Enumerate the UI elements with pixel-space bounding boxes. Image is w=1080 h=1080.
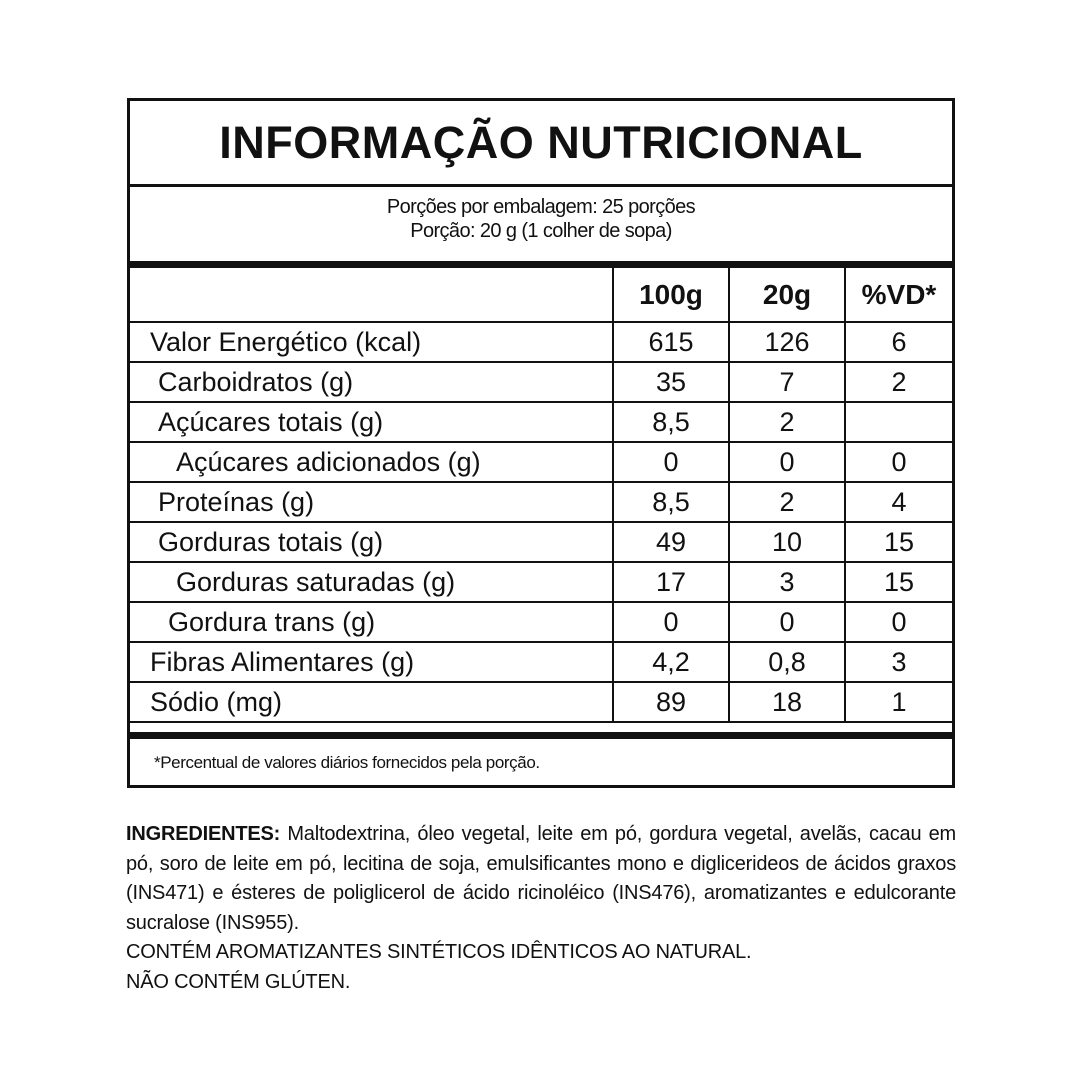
nutrient-name: Valor Energético (kcal)	[130, 322, 613, 362]
value-100g: 8,5	[613, 402, 729, 442]
nutrient-name: Sódio (mg)	[130, 682, 613, 722]
nutrient-name: Fibras Alimentares (g)	[130, 642, 613, 682]
value-20g: 126	[729, 322, 845, 362]
thick-divider-bottom	[130, 732, 952, 739]
value-20g: 0	[729, 442, 845, 482]
nutrient-name: Açúcares totais (g)	[130, 402, 613, 442]
value-vd: 15	[845, 562, 952, 602]
value-vd: 15	[845, 522, 952, 562]
table-row	[130, 362, 952, 402]
value-vd	[845, 402, 952, 442]
value-100g: 615	[613, 322, 729, 362]
value-20g: 0,8	[729, 642, 845, 682]
nutrient-name: Açúcares adicionados (g)	[130, 442, 613, 482]
value-100g: 35	[613, 362, 729, 402]
table-row	[130, 482, 952, 522]
table-row	[130, 602, 952, 642]
table-row	[130, 522, 952, 562]
value-20g: 10	[729, 522, 845, 562]
value-vd: 0	[845, 442, 952, 482]
label-title: INFORMAÇÃO NUTRICIONAL	[219, 116, 863, 168]
nutrition-facts-label	[127, 98, 955, 788]
serving-info	[130, 187, 952, 261]
ingredients-label: INGREDIENTES:	[126, 823, 281, 845]
value-vd: 4	[845, 482, 952, 522]
value-vd: 1	[845, 682, 952, 722]
nutrition-table	[130, 268, 952, 723]
ingredients-block	[126, 820, 956, 997]
value-100g: 4,2	[613, 642, 729, 682]
thick-divider-top	[130, 261, 952, 268]
value-20g: 3	[729, 562, 845, 602]
table-row	[130, 402, 952, 442]
table-header-row	[130, 268, 952, 322]
header-100g: 100g	[613, 268, 729, 322]
footnote: *Percentual de valores diários fornecidos pela porção.	[154, 753, 540, 772]
value-100g: 89	[613, 682, 729, 722]
ingredients-text: Maltodextrina, óleo vegetal, leite em pó, gordura vegetal, avelãs, cacau em pó, soro de leite em pó, lecitina de soja, emulsificantes mono e diglicerideos de ácidos graxos (INS471) e ésteres de poliglicerol de ácido ricinoléico (INS476), aromatizantes e edulcorante sucralose (INS955).	[126, 823, 957, 934]
servings-per-package: Porções por embalagem: 25 porções	[386, 196, 696, 218]
value-20g: 2	[729, 402, 845, 442]
gluten-warning: NÃO CONTÉM GLÚTEN.	[126, 970, 351, 993]
nutrient-name: Carboidratos (g)	[130, 362, 613, 402]
value-vd: 3	[845, 642, 952, 682]
nutrient-name: Gordura trans (g)	[130, 602, 613, 642]
nutrient-name: Proteínas (g)	[130, 482, 613, 522]
table-row	[130, 562, 952, 602]
value-20g: 7	[729, 362, 845, 402]
nutrient-name: Gorduras totais (g)	[130, 522, 613, 562]
value-vd: 6	[845, 322, 952, 362]
value-vd: 2	[845, 362, 952, 402]
value-100g: 49	[613, 522, 729, 562]
value-100g: 0	[613, 442, 729, 482]
title-box	[130, 101, 952, 187]
value-100g: 8,5	[613, 482, 729, 522]
table-row	[130, 322, 952, 362]
serving-size: Porção: 20 g (1 colher de sopa)	[410, 220, 672, 242]
header-nutrient	[130, 268, 613, 322]
value-20g: 18	[729, 682, 845, 722]
value-100g: 17	[613, 562, 729, 602]
table-row	[130, 682, 952, 722]
header-20g: 20g	[729, 268, 845, 322]
value-100g: 0	[613, 602, 729, 642]
value-20g: 2	[729, 482, 845, 522]
value-vd: 0	[845, 602, 952, 642]
aroma-warning: CONTÉM AROMATIZANTES SINTÉTICOS IDÊNTICOS AO NATURAL.	[126, 941, 752, 963]
table-row	[130, 442, 952, 482]
value-20g: 0	[729, 602, 845, 642]
nutrient-name: Gorduras saturadas (g)	[130, 562, 613, 602]
header-vd: %VD*	[845, 268, 952, 322]
table-row	[130, 642, 952, 682]
